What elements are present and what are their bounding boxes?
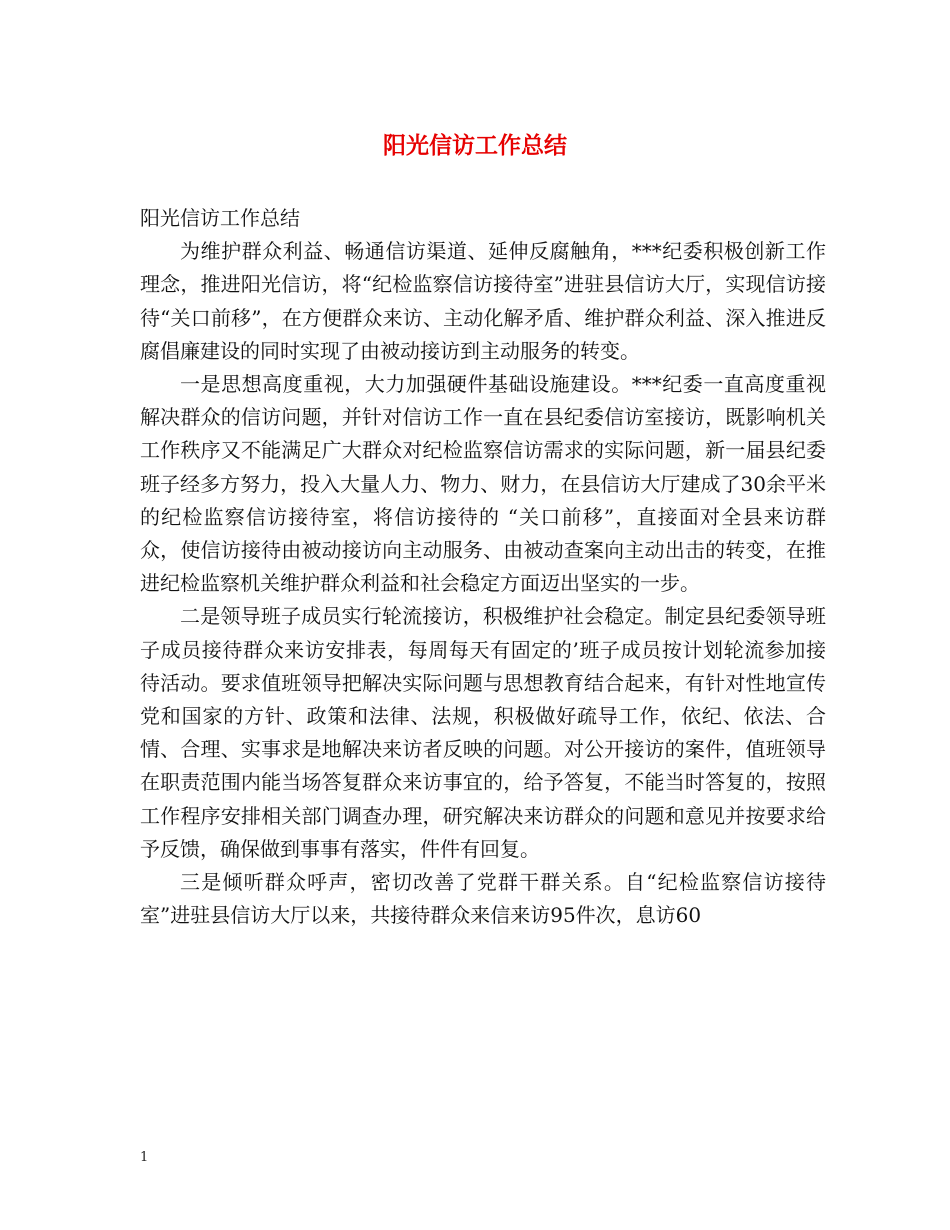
document-title: 阳光信访工作总结	[383, 132, 567, 159]
page-number: 1	[140, 1150, 149, 1165]
paragraph-intro: 为维护群众利益、畅通信访渠道、延伸反腐触角，***纪委积极创新工作理念，推进阳光信访，将“纪检监察信访接待室”进驻县信访大厅，实现信访接待“关口前移”，在方便群众来访、主动化解矛盾、维护群众利益、深入推进反腐倡廉建设的同时实现了由被动接访到主动服务的转变。	[140, 239, 826, 363]
paragraph-point-one: 一是思想高度重视，大力加强硬件基础设施建设。***纪委一直高度重视解决群众的信访问题，并针对信访工作一直在县纪委信访室接访，既影响机关工作秩序又不能满足广大群众对纪检监察信访需求的实际问题，新一届县纪委班子经多方努力，投入大量人力、物力、财力，在县信访大厅建成了30余平米的纪检监察信访接待室，将信访接待的 “关口前移”，直接面对全县来访群众，使信访接待由被动接访向主动服务、由被动查案向主动出击的转变，在推进纪检监察机关维护群众利益和社会稳定方面迈出坚实的一步。	[140, 372, 826, 596]
paragraph-point-three: 三是倾听群众呼声，密切改善了党群干群关系。自“纪检监察信访接待室”进驻县信访大厅以来，共接待群众来信来访95件次，息访60	[140, 870, 826, 928]
document-subtitle: 阳光信访工作总结	[140, 206, 300, 230]
document-body	[140, 202, 826, 932]
paragraph-point-two: 二是领导班子成员实行轮流接访，积极维护社会稳定。制定县纪委领导班子成员接待群众来访安排表，每周每天有固定的’班子成员按计划轮流参加接待活动。要求值班领导把解决实际问题与思想教育结合起来，有针对性地宣传党和国家的方针、政策和法律、法规，积极做好疏导工作，依纪、依法、合情、合理、实事求是地解决来访者反映的问题。对公开接访的案件，值班领导在职责范围内能当场答复群众来访事宜的，给予答复，不能当时答复的，按照工作程序安排相关部门调查办理，研究解决来访群众的问题和意见并按要求给予反馈，确保做到事事有落实，件件有回复。	[140, 604, 826, 861]
